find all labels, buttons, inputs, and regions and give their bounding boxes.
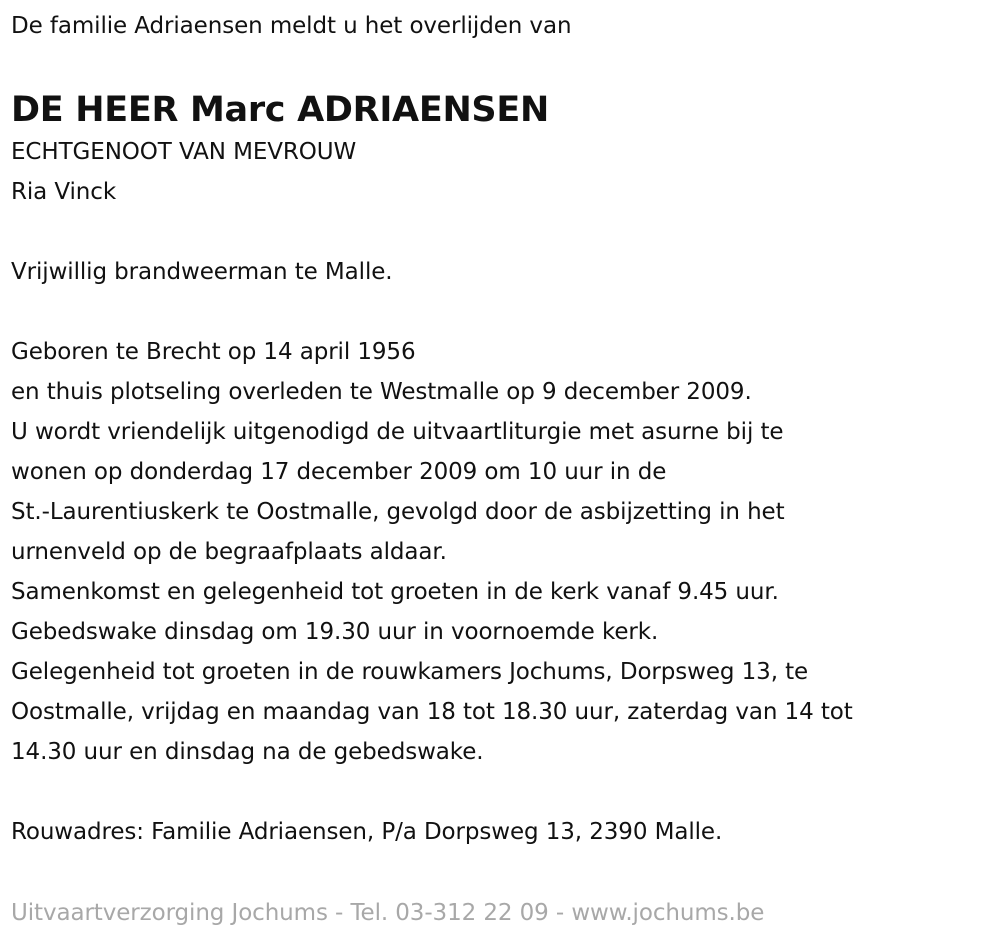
body-line: Geboren te Brecht op 14 april 1956 [11,339,416,365]
spacer [11,292,996,332]
spouse-name: Ria Vinck [11,179,117,205]
spacer [11,772,996,812]
body-line: St.-Laurentiuskerk te Oostmalle, gevolgd door de asbijzetting in het [11,499,785,525]
body-line: U wordt vriendelijk uitgenodigd de uitvaartliturgie met asurne bij te [11,419,784,445]
body-line: Oostmalle, vrijdag en maandag van 18 tot 18.30 uur, zaterdag van 14 tot [11,699,853,725]
spacer [11,212,996,252]
mourning-address: Rouwadres: Familie Adriaensen, P/a Dorpsweg 13, 2390 Malle. [11,819,723,845]
spouse-title: ECHTGENOOT VAN MEVROUW [11,139,357,165]
deceased-name: DE HEER Marc ADRIAENSEN [11,90,549,130]
occupation-text: Vrijwillig brandweerman te Malle. [11,259,393,285]
funeral-home-footer: Uitvaartverzorging Jochums - Tel. 03-312 22 09 - www.jochums.be [11,900,765,926]
notice-body [11,332,996,772]
body-line: wonen op donderdag 17 december 2009 om 10 uur in de [11,459,667,485]
death-notice [11,6,996,852]
body-line: urnenveld op de begraafplaats aldaar. [11,539,447,565]
body-line: Gelegenheid tot groeten in de rouwkamers Jochums, Dorpsweg 13, te [11,659,809,685]
body-line: 14.30 uur en dinsdag na de gebedswake. [11,739,484,765]
body-line: Gebedswake dinsdag om 19.30 uur in voornoemde kerk. [11,619,659,645]
body-line: Samenkomst en gelegenheid tot groeten in de kerk vanaf 9.45 uur. [11,579,779,605]
intro-text: De familie Adriaensen meldt u het overlijden van [11,13,572,39]
body-line: en thuis plotseling overleden te Westmalle op 9 december 2009. [11,379,752,405]
